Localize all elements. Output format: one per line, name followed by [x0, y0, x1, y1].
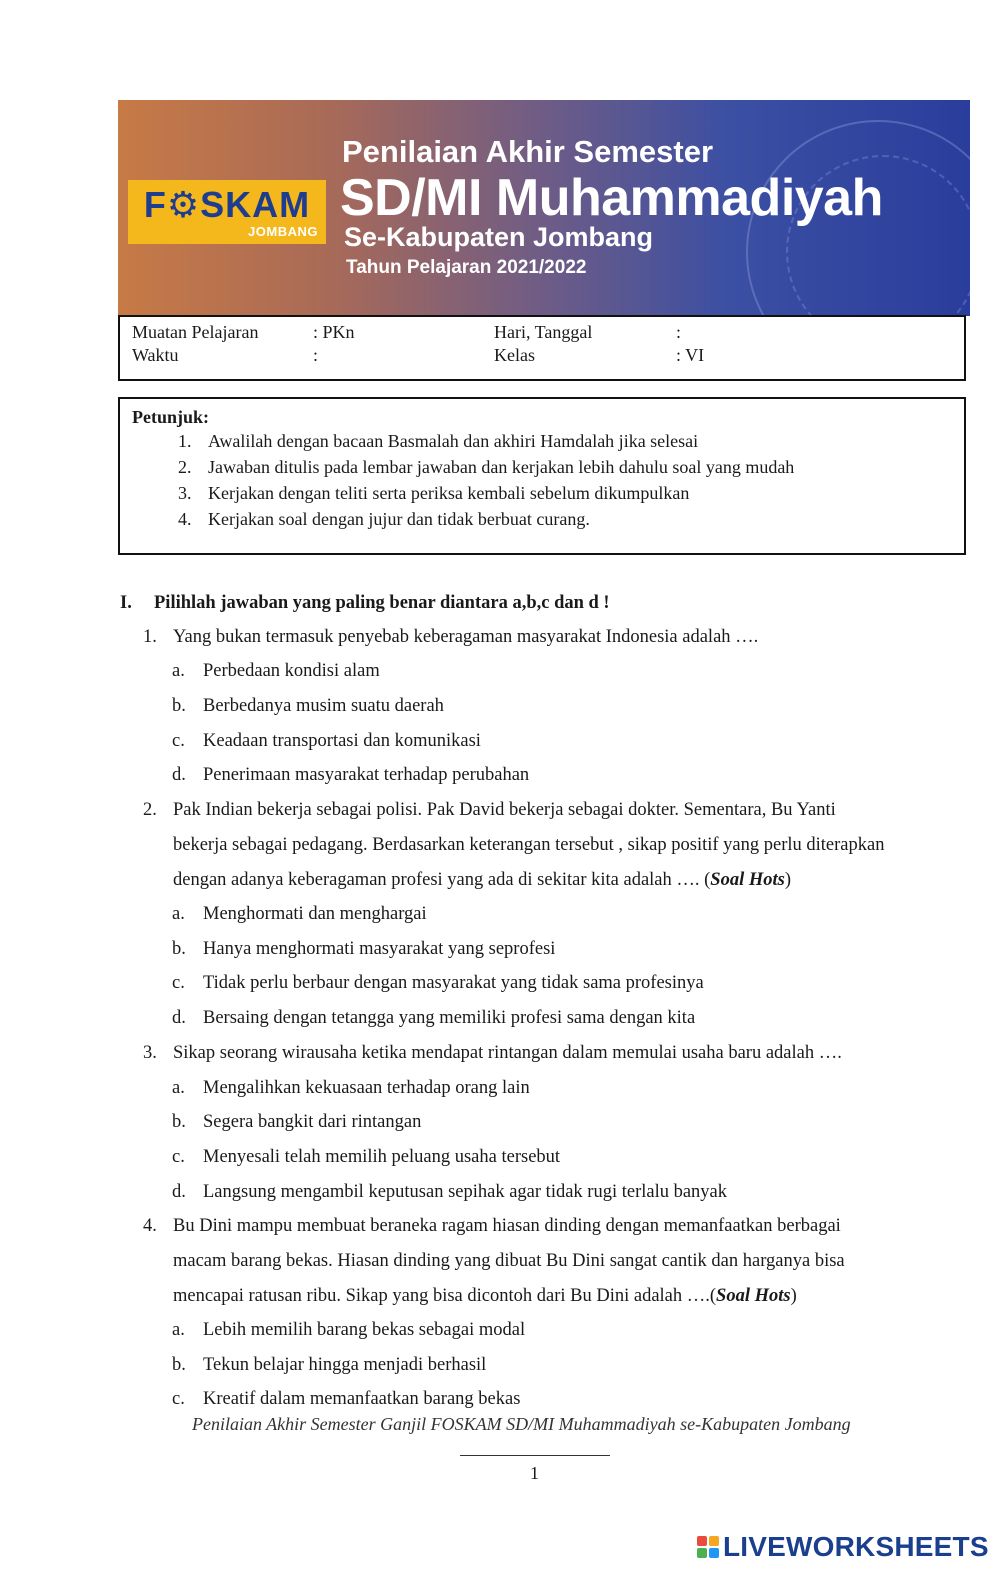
page-number: 1 — [530, 1463, 539, 1483]
exam-info-box — [118, 315, 966, 381]
banner-academic-year: Tahun Pelajaran 2021/2022 — [346, 257, 587, 278]
date-label: Hari, Tanggal — [494, 322, 593, 342]
banner-title-line3: Se-Kabupaten Jombang — [344, 222, 654, 252]
question-text: macam barang bekas. Hiasan dinding yang dibuat Bu Dini sangat cantik dan harganya bisa — [173, 1251, 845, 1271]
banner-title-line2: SD/MI Muhammadiyah — [340, 169, 883, 227]
question-number: 1. — [143, 627, 157, 647]
logo-text: F⚙SKAM — [143, 184, 311, 225]
question-text: Yang bukan termasuk penyebab keberagaman masyarakat Indonesia adalah …. — [173, 627, 759, 647]
question-number: 3. — [143, 1043, 157, 1063]
banner-title-line1: Penilaian Akhir Semester — [342, 134, 714, 169]
option-item[interactable]: a. Perbedaan kondisi alam — [172, 661, 380, 681]
header-banner — [118, 100, 970, 316]
foskam-logo — [128, 180, 326, 244]
liveworksheets-logo[interactable] — [697, 1532, 989, 1562]
subject-value: : PKn — [313, 322, 355, 342]
hots-label: Soal Hots — [716, 1286, 791, 1306]
option-item[interactable]: c. Kreatif dalam memanfaatkan barang bekas — [172, 1389, 521, 1409]
option-item[interactable]: a. Menghormati dan menghargai — [172, 904, 427, 924]
hots-label: Soal Hots — [710, 870, 785, 890]
class-value: : VI — [676, 345, 705, 365]
question-text: Sikap seorang wirausaha ketika mendapat rintangan dalam memulai usaha baru adalah …. — [173, 1043, 842, 1063]
page-footer-text: Penilaian Akhir Semester Ganjil FOSKAM SD/MI Muhammadiyah se-Kabupaten Jombang — [192, 1414, 851, 1434]
time-label: Waktu — [132, 345, 179, 365]
date-value: : — [676, 322, 682, 342]
question-text: dengan adanya keberagaman profesi yang ada di sekitar kita adalah …. (Soal Hots) — [173, 870, 792, 890]
question-text: Pak Indian bekerja sebagai polisi. Pak David bekerja sebagai dokter. Sementara, Bu Yanti — [173, 800, 836, 820]
instructions-box — [118, 397, 966, 555]
option-item[interactable]: d. Penerimaan masyarakat terhadap perubahan — [172, 765, 530, 785]
option-item[interactable]: b. Segera bangkit dari rintangan — [172, 1112, 422, 1132]
option-item[interactable]: b. Berbedanya musim suatu daerah — [172, 696, 444, 716]
footer-divider — [460, 1455, 610, 1456]
option-item[interactable]: c. Tidak perlu berbaur dengan masyarakat yang tidak sama profesinya — [172, 973, 704, 993]
question-text: Bu Dini mampu membuat beraneka ragam hiasan dinding dengan memanfaatkan berbagai — [173, 1216, 841, 1236]
question-text: bekerja sebagai pedagang. Berdasarkan keterangan tersebut , sikap positif yang perlu diterapkan — [173, 835, 885, 855]
liveworksheets-grid-icon — [697, 1536, 719, 1558]
option-item[interactable]: b. Hanya menghormati masyarakat yang seprofesi — [172, 939, 556, 959]
option-item[interactable]: a. Mengalihkan kekuasaan terhadap orang lain — [172, 1078, 530, 1098]
option-item[interactable]: b. Tekun belajar hingga menjadi berhasil — [172, 1355, 487, 1375]
class-label: Kelas — [494, 345, 535, 365]
option-item[interactable]: c. Keadaan transportasi dan komunikasi — [172, 731, 481, 751]
question-number: 4. — [143, 1216, 157, 1236]
section-title: Pilihlah jawaban yang paling benar diantara a,b,c dan d ! — [154, 593, 610, 613]
time-value: : — [313, 345, 319, 365]
instructions-title: Petunjuk: — [132, 407, 210, 427]
option-item[interactable]: d. Langsung mengambil keputusan sepihak agar tidak rugi terlalu banyak — [172, 1182, 728, 1202]
instruction-item: 4. Kerjakan soal dengan jujur dan tidak berbuat curang. — [178, 509, 590, 529]
option-item[interactable]: c. Menyesali telah memilih peluang usaha tersebut — [172, 1147, 561, 1167]
subject-label: Muatan Pelajaran — [132, 322, 259, 342]
instruction-item: 1. Awalilah dengan bacaan Basmalah dan akhiri Hamdalah jika selesai — [178, 431, 699, 451]
instruction-item: 3. Kerjakan dengan teliti serta periksa kembali sebelum dikumpulkan — [178, 483, 690, 503]
section-heading — [120, 593, 610, 614]
question-number: 2. — [143, 800, 157, 820]
option-item[interactable]: d. Bersaing dengan tetangga yang memiliki profesi sama dengan kita — [172, 1008, 696, 1028]
logo-subtext: JOMBANG — [248, 224, 318, 239]
option-item[interactable]: a. Lebih memilih barang bekas sebagai modal — [172, 1320, 526, 1340]
instruction-item: 2. Jawaban ditulis pada lembar jawaban dan kerjakan lebih dahulu soal yang mudah — [178, 457, 795, 477]
section-number: I. — [120, 593, 132, 613]
liveworksheets-text: LIVEWORKSHEETS — [723, 1531, 989, 1562]
question-text: mencapai ratusan ribu. Sikap yang bisa dicontoh dari Bu Dini adalah ….(Soal Hots) — [173, 1286, 797, 1306]
